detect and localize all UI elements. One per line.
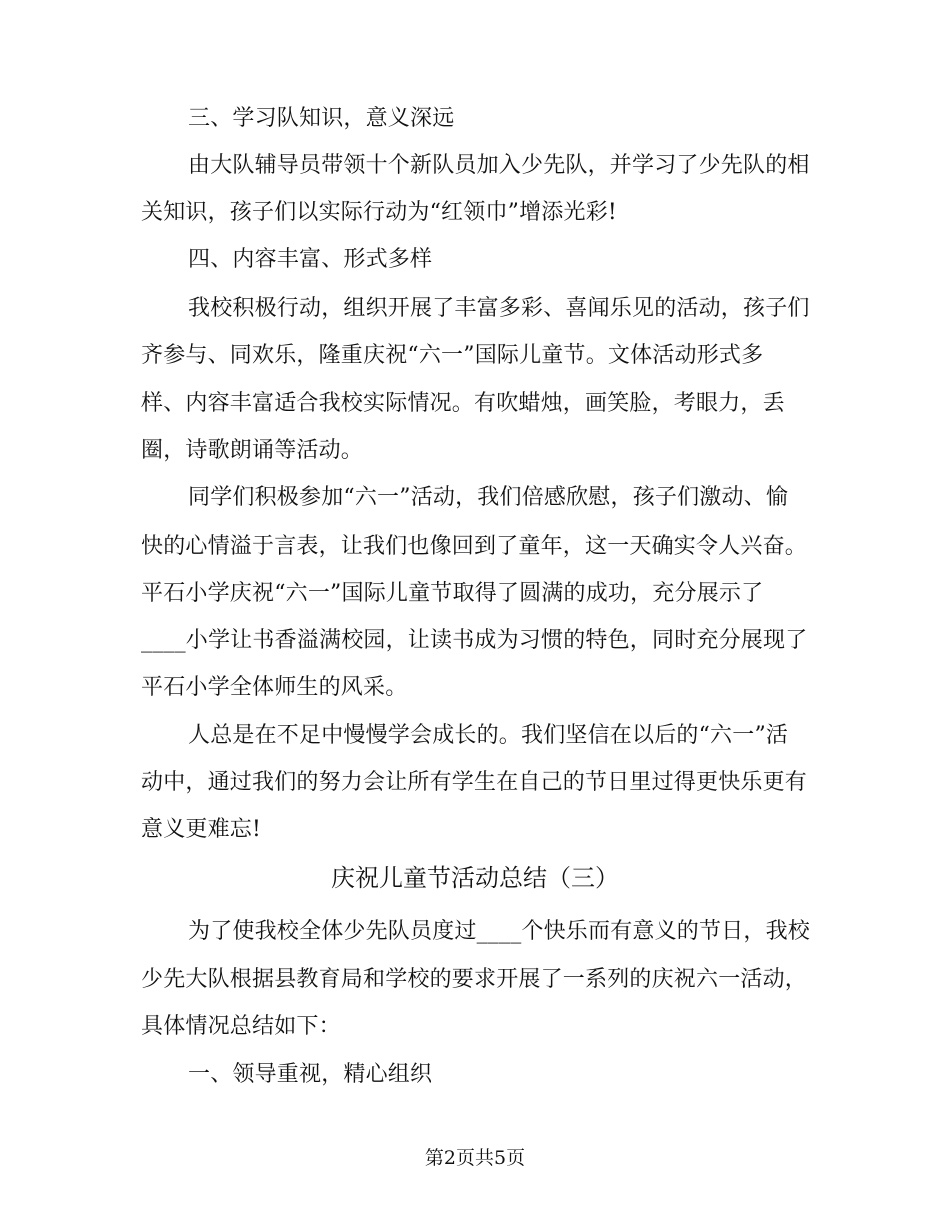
paragraph-line: 少先大队根据县教育局和学校的要求开展了一系列的庆祝六一活动， <box>141 967 808 992</box>
paragraph-line: 圈，诗歌朗诵等活动。 <box>141 438 364 463</box>
paragraph-line: ____小学让书香溢满校园，让读书成为习惯的特色，同时充分展现了 <box>141 628 808 653</box>
page-number-footer: 第2页共5页 <box>424 1147 526 1169</box>
paragraph-line: 平石小学全体师生的风采。 <box>141 675 408 700</box>
paragraph-line: 人总是在不足中慢慢学会成长的。我们坚信在以后的“六一”活 <box>188 723 789 748</box>
paragraph-line: 我校积极行动，组织开展了丰富多彩、喜闻乐见的活动，孩子们 <box>188 296 810 321</box>
paragraph-line: 关知识，孩子们以实际行动为“红领巾”增添光彩! <box>141 200 617 225</box>
paragraph-line: 意义更难忘! <box>141 817 262 842</box>
document-section-title: 庆祝儿童节活动总结（三） <box>331 864 619 892</box>
paragraph-line: 由大队辅导员带领十个新队员加入少先队，并学习了少先队的相 <box>188 153 810 178</box>
paragraph-line: 动中，通过我们的努力会让所有学生在自己的节日里过得更快乐更有 <box>141 770 808 795</box>
paragraph-line: 快的心情溢于言表，让我们也像回到了童年，这一天确实令人兴奋。 <box>141 534 808 559</box>
section-heading-3: 三、学习队知识，意义深远 <box>188 106 455 131</box>
paragraph-line: 为了使我校全体少先队员度过____个快乐而有意义的节日，我校 <box>188 919 811 944</box>
paragraph-line: 样、内容丰富适合我校实际情况。有吹蜡烛，画笑脸，考眼力，丢 <box>141 391 785 416</box>
paragraph-line: 平石小学庆祝“六一”国际儿童节取得了圆满的成功，充分展示了 <box>141 581 764 606</box>
paragraph-line: 齐参与、同欢乐，隆重庆祝“六一”国际儿童节。文体活动形式多 <box>141 343 764 368</box>
section-heading-1: 一、领导重视，精心组织 <box>188 1062 433 1087</box>
paragraph-line: 同学们积极参加“六一”活动，我们倍感欣慰，孩子们激动、愉 <box>188 485 789 510</box>
paragraph-line: 具体情况总结如下： <box>141 1014 341 1039</box>
section-heading-4: 四、内容丰富、形式多样 <box>188 247 433 272</box>
